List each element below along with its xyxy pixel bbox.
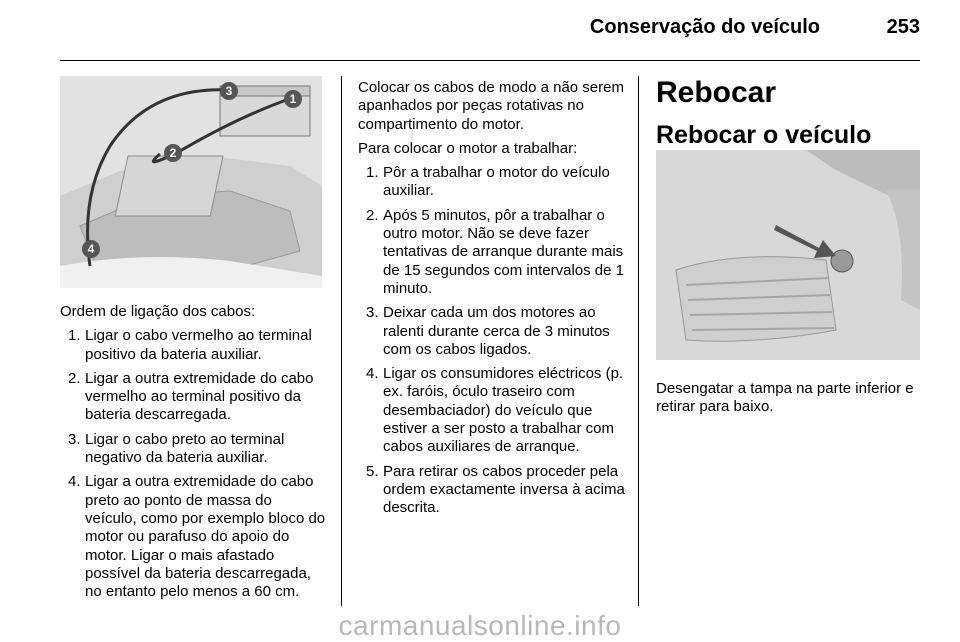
step-number: 3. [68,430,81,448]
step-text: Deixar cada um dos motores ao ralenti durante cerca de 3 minutos com os cabos ligados. [383,304,610,358]
list-item [358,304,626,359]
step-text: Para retirar os cabos proceder pela ordem exactamente inversa à acima descrita. [383,462,625,517]
step-text: Ligar os consumidores eléctricos (p. ex. faróis, óculo traseiro com desembaciador) do veículo que estiver a ser posto a trabalhar com cabos auxiliares de arranque. [383,365,624,456]
step-number: 1. [68,327,81,345]
list-item [60,431,326,468]
cable-order-list [60,327,326,601]
subsection-title: Rebocar o veículo [656,121,872,149]
column-1-text [60,303,326,607]
callout-4: 4 [82,240,100,258]
start-steps-list [358,164,626,517]
list-item [60,370,326,425]
step-number: 2. [68,369,81,387]
step-text: Ligar a outra extremidade do cabo vermelho ao terminal positivo da bateria descarregada. [85,369,314,424]
list-item [358,207,626,298]
step-number: 4. [366,365,379,383]
jump-start-figure [60,76,322,288]
watermark: carmanualsonline.info [338,610,622,641]
list-item [60,473,326,601]
column-divider-2 [638,76,639,606]
tow-instruction: Desengatar a tampa na parte inferior e retirar para baixo. [656,380,914,416]
intro-text: Ordem de ligação dos cabos: [60,303,256,320]
step-number: 2. [366,206,379,224]
list-item [358,365,626,456]
step-text: Ligar o cabo vermelho ao terminal positivo da bateria auxiliar. [85,327,312,363]
callout-2: 2 [164,144,182,162]
step-number: 4. [68,473,81,491]
column-divider-1 [341,76,342,606]
step-text: Ligar o cabo preto ao terminal negativo da bateria auxiliar. [85,430,285,467]
header-rule [60,60,920,61]
column-2-text [358,79,626,524]
cable-routing-paragraph: Colocar os cabos de modo a não serem apanhados por peças rotativas no compartimento do motor. [358,79,624,133]
step-number: 1. [366,164,379,182]
step-number: 3. [366,304,379,322]
section-title: Rebocar [656,76,777,109]
step-text: Após 5 minutos, pôr a trabalhar o outro motor. Não se deve fazer tentativas de arranque durante mais de 15 segundos com intervalos de 1 minuto. [383,206,624,297]
callout-1: 1 [284,90,302,108]
step-number: 5. [366,462,379,480]
header-title: Conservação do veículo [589,16,820,38]
callout-3: 3 [220,82,238,100]
list-item [358,463,626,518]
start-intro-text: Para colocar o motor a trabalhar: [358,139,578,157]
tow-eye-cover-figure [656,150,920,360]
step-text: Pôr a trabalhar o motor do veículo auxiliar. [383,164,610,200]
column-3-text [656,380,926,423]
page-number: 253 [886,16,920,38]
list-item [358,164,626,201]
column-3-heading [656,76,920,150]
step-text: Ligar a outra extremidade do cabo preto ao ponto de massa do veículo, como por exemplo bloco do motor ou parafuso do apoio do motor. Ligar o mais afastado possível da bateria descarregada, no entanto pelo menos a 60 cm. [85,473,326,601]
list-item [60,327,326,364]
